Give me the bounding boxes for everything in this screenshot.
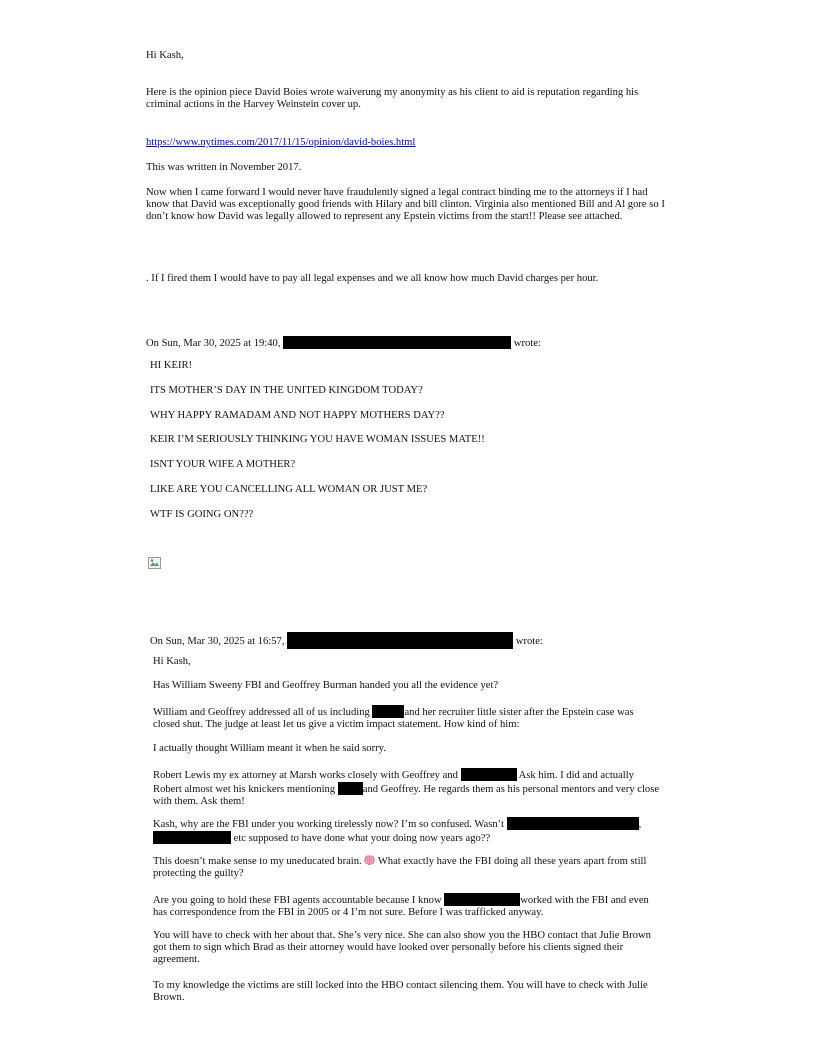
redaction	[153, 831, 231, 844]
quote1-line: KEIR I’M SERIOUSLY THINKING YOU HAVE WOMAN ISSUES MATE!!	[150, 434, 485, 445]
article-link[interactable]: https://www.nytimes.com/2017/11/15/opinion/david-boies.html	[146, 137, 416, 148]
quote1-header-wrote: wrote:	[513, 338, 541, 349]
quote2-kash-paragraph	[153, 817, 663, 845]
quote2-sense-paragraph	[153, 855, 663, 880]
quote2-william-start: William and Geoffrey addressed all of us including	[153, 707, 370, 718]
quote2-kash-start: Kash, why are the FBI under you working tirelessly now? I’m so confused. Wasn’t	[153, 819, 504, 830]
fired-paragraph: . If I fired them I would have to pay all legal expenses and we all know how much David charges per hour.	[146, 273, 599, 284]
quote1-line: WHY HAPPY RAMADAM AND NOT HAPPY MOTHERS DAY??	[150, 410, 445, 421]
redaction	[287, 632, 513, 649]
quote2-sense-start: This doesn’t make sense to my uneducated brain.	[153, 856, 362, 867]
quote2-evidence: Has William Sweeny FBI and Geoffrey Burman handed you all the evidence yet?	[153, 680, 499, 691]
quote2-knowledge-paragraph: To my knowledge the victims are still locked into the HBO contact silencing them. You will have to check with Julie Brown.	[153, 980, 648, 1003]
redaction	[461, 768, 517, 781]
quote2-william-paragraph	[153, 705, 663, 731]
quote2-sorry: I actually thought William meant it when he said sorry.	[153, 743, 386, 754]
intro-paragraph: Here is the opinion piece David Boies wrote waiverung my anonymity as his client to aid is reputation regarding his criminal actions in the Harvey Weinstein cover up.	[146, 87, 639, 110]
quote1-line: ISNT YOUR WIFE A MOTHER?	[150, 459, 296, 470]
quote1-header-date: On Sun, Mar 30, 2025 at 19:40,	[146, 338, 281, 349]
broken-image-icon	[148, 557, 161, 569]
quote1-line: LIKE ARE YOU CANCELLING ALL WOMAN OR JUST ME?	[150, 484, 428, 495]
quote1-header	[146, 336, 706, 350]
redaction	[444, 893, 520, 906]
quote2-greeting: Hi Kash,	[153, 656, 191, 667]
quote2-agents-paragraph	[153, 893, 663, 919]
redaction	[283, 336, 511, 349]
quote2-header	[150, 632, 710, 649]
quote2-sense-rest: What exactly have the FBI doing all these years apart from still protecting the guilty?	[153, 856, 647, 879]
forward-paragraph: Now when I came forward I would never have fraudulently signed a legal contract binding me to the attorneys if I had know that David was exceptionally good friends with Hilary and bill clinton. Virginia also mentioned Bill and Al gore so I don’t know how David was legally allowed to represent any Epstein victims from the start!! Please see attached.	[146, 187, 665, 222]
greeting: Hi Kash,	[146, 50, 184, 61]
brain-icon	[364, 855, 375, 865]
redaction	[372, 705, 404, 718]
quote2-header-date: On Sun, Mar 30, 2025 at 16:57,	[150, 636, 285, 647]
quote2-agents-rest: worked with the FBI and even has correspondence from the FBI in 2005 or 4 I’m not sure. Before I was trafficked anyway.	[153, 895, 649, 918]
quote2-william-rest: and her recruiter little sister after the Epstein case was closed shut. The judge at least let us give a victim impact statement. How kind of him:	[153, 707, 634, 730]
written-note: This was written in November 2017.	[146, 162, 302, 173]
quote2-robert-paragraph	[153, 768, 663, 808]
quote2-kash-comma: ,	[638, 819, 642, 830]
redaction	[507, 817, 639, 830]
quote2-robert-end: and Geoffrey. He regards them as his personal mentors and very close with them. Ask them!	[153, 784, 660, 807]
quote2-header-wrote: wrote:	[515, 636, 543, 647]
quote1-line: WTF IS GOING ON???	[150, 509, 254, 520]
quote2-check-paragraph: You will have to check with her about that. She’s very nice. She can also show you the HBO contact that Julie Brown got them to sign which Brad as their attorney would have looked over personally before his clients signed their agreement.	[153, 930, 651, 965]
article-link-line	[146, 137, 671, 149]
redaction	[338, 782, 363, 795]
quote1-line: ITS MOTHER’S DAY IN THE UNITED KINGDOM TODAY?	[150, 385, 423, 396]
quote2-robert-start: Robert Lewis my ex attorney at Marsh works closely with Geoffrey and	[153, 770, 458, 781]
quote2-agents-start: Are you going to hold these FBI agents accountable because I know	[153, 895, 442, 906]
quote1-line: HI KEIR!	[150, 360, 193, 371]
quote2-robert-middle: Ask him. I did and actually Robert almost wet his knickers mentioning	[153, 770, 634, 795]
quote2-kash-end: etc supposed to have done what your doing now years ago??	[233, 833, 491, 844]
